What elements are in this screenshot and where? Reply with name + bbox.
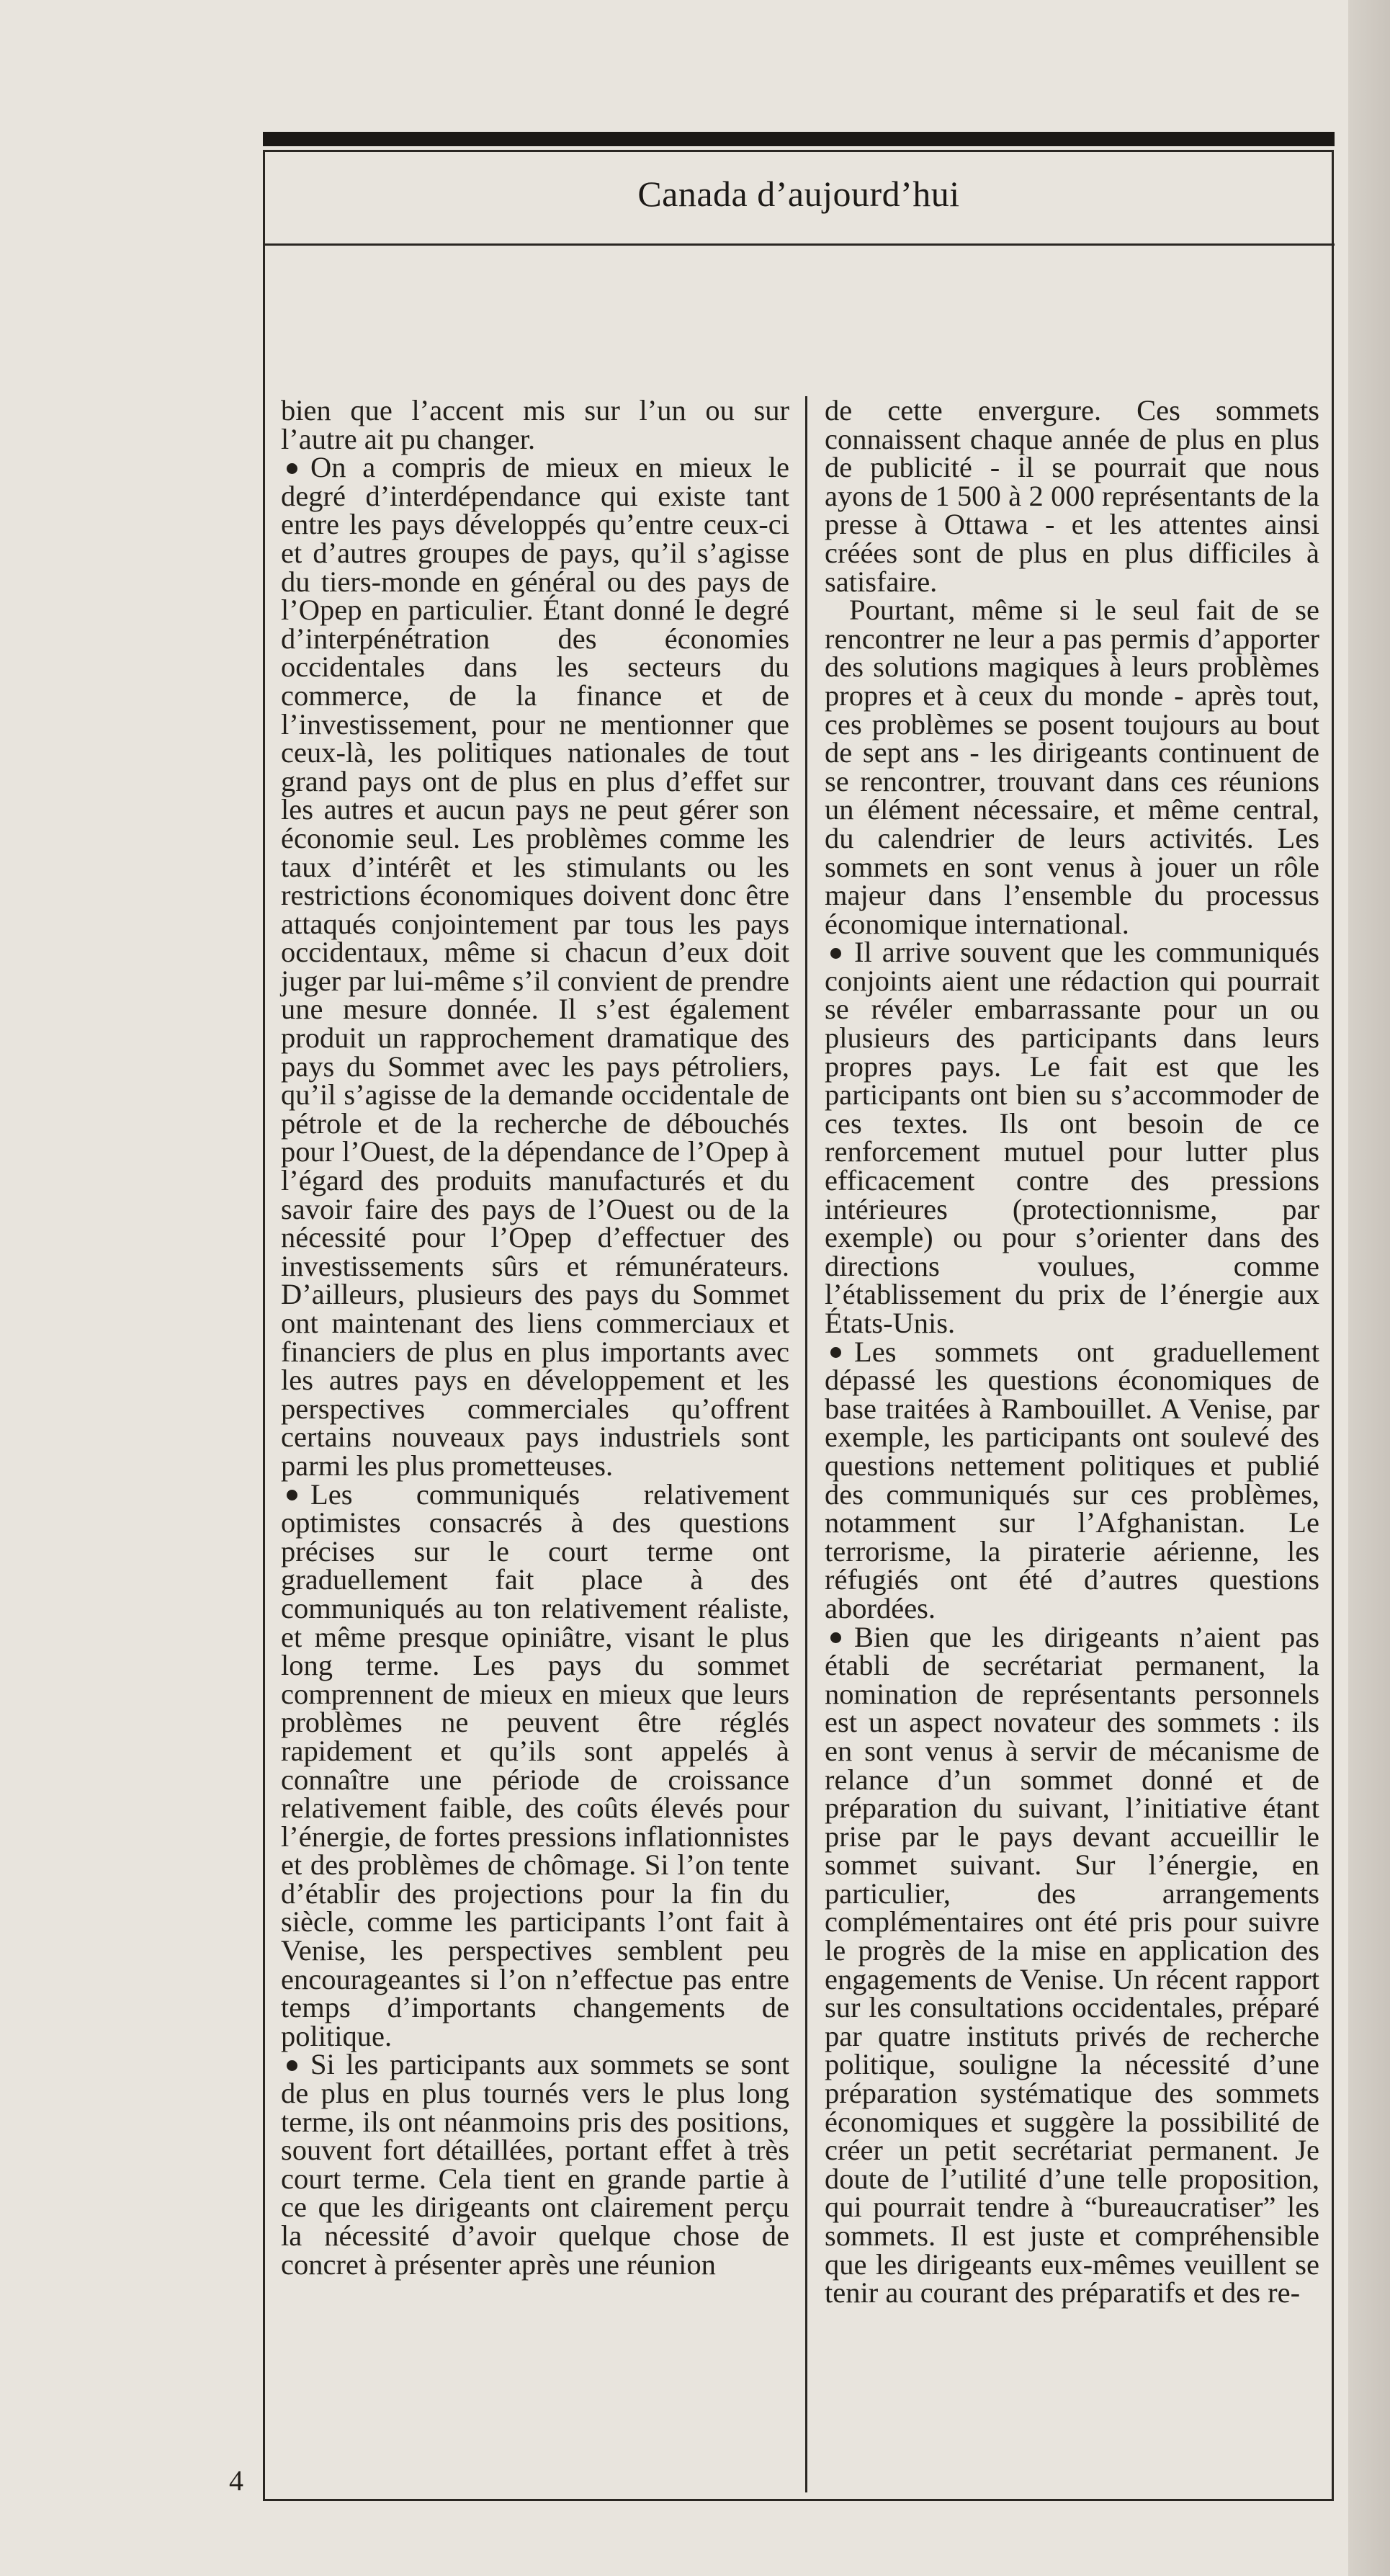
bullet-paragraph: [825, 1335, 1319, 1624]
paragraph-text: Les sommets ont graduellement dépassé les questions économiques de base traitées à Rambouillet. A Venise, par exemple, les participants ont soulevé des questions nettement politiques et publié des communiqués sur ces problèmes, notamment sur l’Afghanistan. Le terrorisme, la piraterie aérienne, les réfugiés ont été d’autres questions abordées.: [825, 1335, 1319, 1624]
bullet-paragraph: [825, 1620, 1319, 2309]
paragraph: Pourtant, même si le seul fait de se rencontrer ne leur a pas permis d’apporter des solutions magiques à leurs problèmes propres et à ceux du monde - après tout, ces problèmes se posent toujours au bout de sept ans - les dirigeants continuent de se rencontrer, trouvant dans ces réunions un élément nécessaire, et même central, du calendrier de leurs activités. Les sommets en sont venus à jouer un rôle majeur dans l’ensemble du processus économique international.: [825, 594, 1319, 940]
bullet-icon: [287, 463, 297, 474]
paragraph: bien que l’accent mis sur l’un ou sur l’autre ait pu changer.: [281, 394, 789, 455]
running-header-title: Canada d’aujourd’hui: [637, 174, 960, 214]
bullet-icon: [830, 948, 841, 959]
bullet-paragraph: [281, 2048, 789, 2281]
paragraph-text: Bien que les dirigeants n’aient pas établi de secrétariat permanent, la nomination de représentants personnels est un aspect novateur des sommets : ils en sont venus à servir de mécanisme de relance d’un sommet donné et de préparation du suivant, l’initiative étant prise par le pays devant accueillir le sommet suivant. Sur l’énergie, en particulier, des arrangements complémentaires ont été pris pour suivre le progrès de la mise en application des engagements de Venise. Un récent rapport sur les consultations occidentales, préparé par quatre instituts privés de recherche politique, souligne la nécessité d’une préparation systématique des sommets économiques et suggère la possibilité de créer un petit secrétariat permanent. Je doute de l’utilité d’une telle proposition, qui pourrait tendre à “bureaucratiser” les sommets. Il est juste et compréhensible que les dirigeants eux-mêmes veuillent se tenir au courant des préparatifs et des re-: [825, 1620, 1319, 2309]
bullet-paragraph: [281, 1477, 789, 2052]
right-text-column: [825, 396, 1319, 2307]
bullet-icon: [830, 1347, 841, 1358]
header-top-rule: [263, 132, 1335, 146]
page-edge-shadow: [1348, 0, 1390, 2576]
bullet-paragraph: [281, 453, 789, 1480]
paragraph-text: On a compris de mieux en mieux le degré d’interdépendance qui existe tant entre les pays développés qu’entre ceux-ci et d’autres groupes de pays, qu’il s’agisse du tiers-monde en général ou des pays de l’Opep en particulier. Étant donné le degré d’interpénétration des économies occidentales dans les secteurs du commerce, de la finance et de l’investissement, pour ne mentionner que ceux-là, les politiques nationales de tout grand pays ont de plus en plus d’effet sur les autres et aucun pays ne peut gérer son économie seul. Les problèmes comme les taux d’intérêt et les stimulants ou les restrictions économiques doivent donc être attaqués conjointement par tous les pays occidentaux, même si chacun d’eux doit juger par lui-même s’il convient de prendre une mesure donnée. Il s’est également produit un rapprochement dramatique des pays du Sommet avec les pays pétroliers, qu’il s’agisse de la demande occidentale de pétrole et de la recherche de débouchés pour l’Ouest, de la dépendance de l’Opep à l’égard des produits manufacturés et du savoir faire des pays de l’Ouest ou de la nécessité pour l’Opep d’effectuer des investissements sûrs et rémunérateurs. D’ailleurs, plusieurs des pays du Sommet ont maintenant des liens commerciaux et financiers de plus en plus importants avec les autres pays en développement et les perspectives commerciales qu’offrent certains nouveaux pays industriels sont parmi les plus prometteuses.: [281, 451, 789, 1482]
column-divider: [805, 396, 807, 2492]
page-number: 4: [229, 2464, 243, 2497]
paragraph-text: Il arrive souvent que les communiqués conjoints aient une rédaction qui pourrait se révéler embarrassante pour un ou plusieurs des participants dans leurs propres pays. Le fait est que les participants ont bien su s’accommoder de ces textes. Ils ont besoin de ce renforcement mutuel pour lutter plus efficacement contre des pressions intérieures (protectionnisme, par exemple) ou pour s’orienter dans des directions voulues, comme l’établissement du prix de l’énergie aux États-Unis.: [825, 936, 1319, 1339]
bullet-icon: [287, 1490, 297, 1501]
bullet-icon: [287, 2060, 297, 2071]
header-divider-line: [263, 243, 1335, 246]
paragraph-text: Si les participants aux sommets se sont de plus en plus tournés vers le plus long terme, ils ont néanmoins pris des positions, souvent fort détaillées, portant effet à très court terme. Cela tient en grande partie à ce que les dirigeants ont clairement perçu la nécessité d’avoir quelque chose de concret à présenter après une réunion: [281, 2048, 789, 2281]
paragraph: de cette envergure. Ces sommets connaissent chaque année de plus en plus de publicité - il se pourrait que nous ayons de 1 500 à 2 000 représentants de la presse à Ottawa - et les attentes ainsi créées sont de plus en plus difficiles à satisfaire.: [825, 394, 1319, 598]
left-text-column: [281, 394, 789, 2281]
paragraph-text: Les communiqués relativement optimistes consacrés à des questions précises sur le court terme ont graduellement fait place à des communiqués au ton relativement réaliste, et même presque opiniâtre, visant le plus long terme. Les pays du sommet comprennent de mieux en mieux que leurs problèmes ne peuvent être réglés rapidement et qu’ils sont appelés à connaître une période de croissance relativement faible, des coûts élevés pour l’énergie, de fortes pressions inflationnistes et des problèmes de chômage. Si l’on tente d’établir des projections pour la fin du siècle, comme les participants l’ont fait à Venise, les perspectives semblent peu encourageantes si l’on n’effectue pas entre temps d’importants changements de politique.: [281, 1477, 789, 2052]
bullet-icon: [830, 1632, 841, 1643]
bullet-paragraph: [825, 938, 1319, 1337]
